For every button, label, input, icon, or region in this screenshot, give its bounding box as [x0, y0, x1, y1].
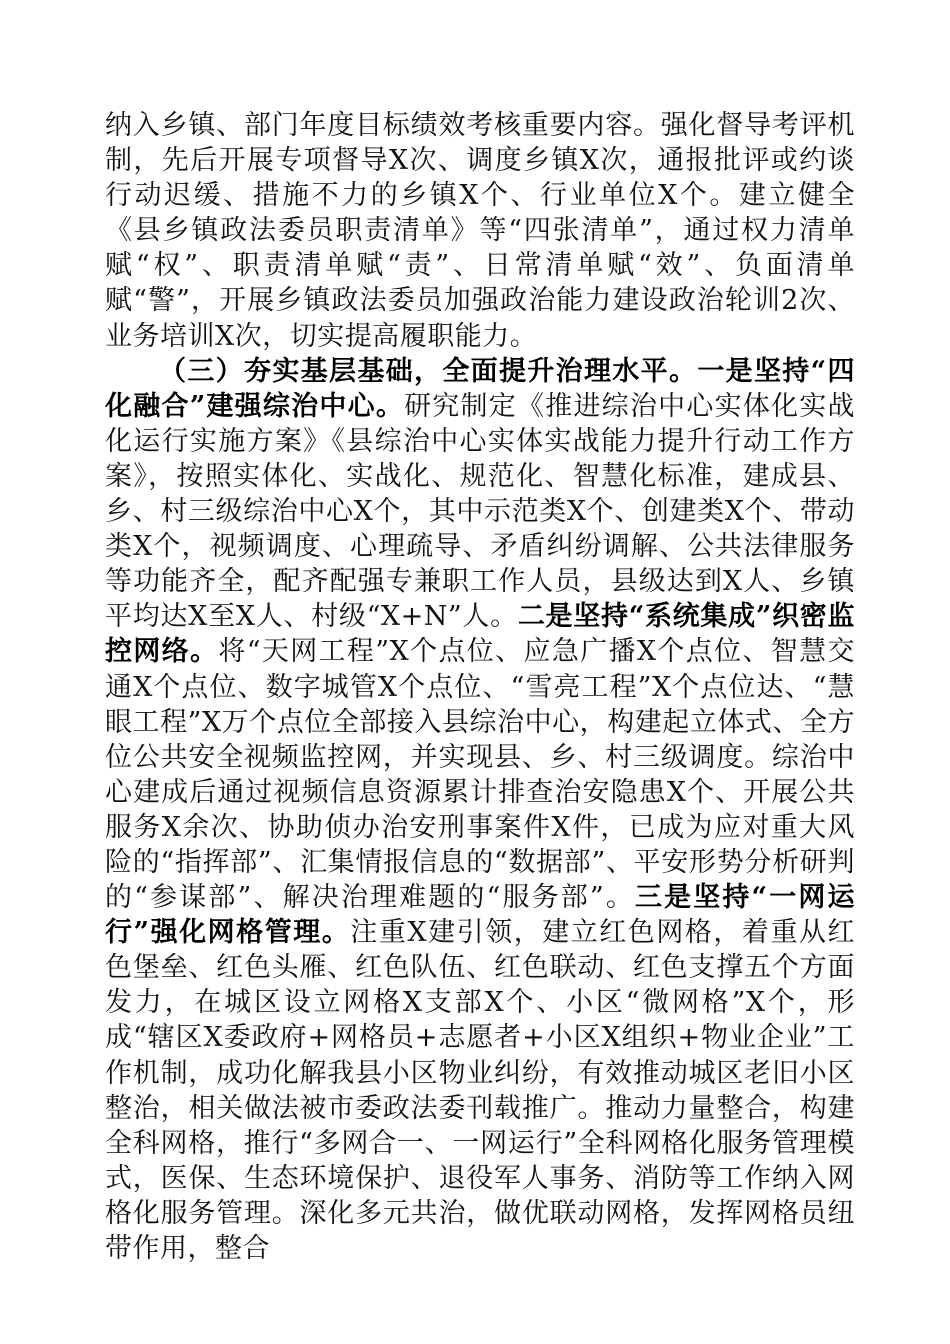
point-one-body: 研究制定《推进综治中心实体化实战化运行实施方案》《县综治中心实体实战能力提升行动工作方案》，按照实体化、实战化、规范化、智慧化标准，建成县、乡、村三级综治中心X个，其中示范类X个、创建类X个、带动类X个，视频调度、心理疏导、矛盾纠纷调解、公共法律服务等功能齐全，配齐配强专兼职工作人员，县级达到X人、乡镇平均达X至X人、村级“X+N”人。 [105, 390, 856, 633]
point-one-title: 一是坚持“四化融合”建强综治中心。 [105, 355, 856, 422]
section-heading: （三）夯实基层基础，全面提升治理水平。 [159, 355, 698, 387]
point-three-body: 注重X建引领，建立红色网格，着重从红色堡垒、红色头雁、红色队伍、红色联动、红色支撑五个方面发力，在城区设立网格X支部X个、小区“微网格”X个，形成“辖区X委政府+网格员+志愿者+小区X组织+物业企业”工作机制，成功化解我县小区物业纠纷，有效推动城区老旧小区整治，相关做法被市委政法委刊载推广。推动力量整合，构建全科网格，推行“多网合一、一网运行”全科网格化服务管理模式，医保、生态环境保护、退役军人事务、消防等工作纳入网格化服务管理。深化多元共治，做优联动网格，发挥网格员纽带作用，整合 [105, 917, 855, 1264]
point-three-title: 三是坚持“一网运行”强化网格管理。 [105, 882, 856, 949]
body-text [105, 108, 855, 1266]
paragraph-section-three [105, 354, 855, 1266]
point-two-body: 将“天网工程”X个点位、应急广播X个点位、智慧交通X个点位、数字城管X个点位、“雪亮工程”X个点位达、“慧眼工程”X万个点位全部接入县综治中心，构建起立体式、全方位公共安全视频监控网，并实现县、乡、村三级调度。综治中心建成后通过视频信息资源累计排查治安隐患X个、开展公共服务X余次、协助侦办治安刑事案件X件，已成为应对重大风险的“指挥部”、汇集情报信息的“数据部”、平安形势分析研判的“参谋部”、解决治理难题的“服务部”。 [105, 636, 855, 914]
paragraph-continued: 纳入乡镇、部门年度目标绩效考核重要内容。强化督导考评机制，先后开展专项督导X次、调度乡镇X次，通报批评或约谈行动迟缓、措施不力的乡镇X个、行业单位X个。建立健全《县乡镇政法委员职责清单》等“四张清单”，通过权力清单赋“权”、职责清单赋“责”、日常清单赋“效”、负面清单赋“警”，开展乡镇政法委员加强政治能力建设政治轮训2次、业务培训X次，切实提高履职能力。 [105, 110, 855, 352]
point-two-title: 二是坚持“系统集成”织密监控网络。 [105, 601, 855, 668]
